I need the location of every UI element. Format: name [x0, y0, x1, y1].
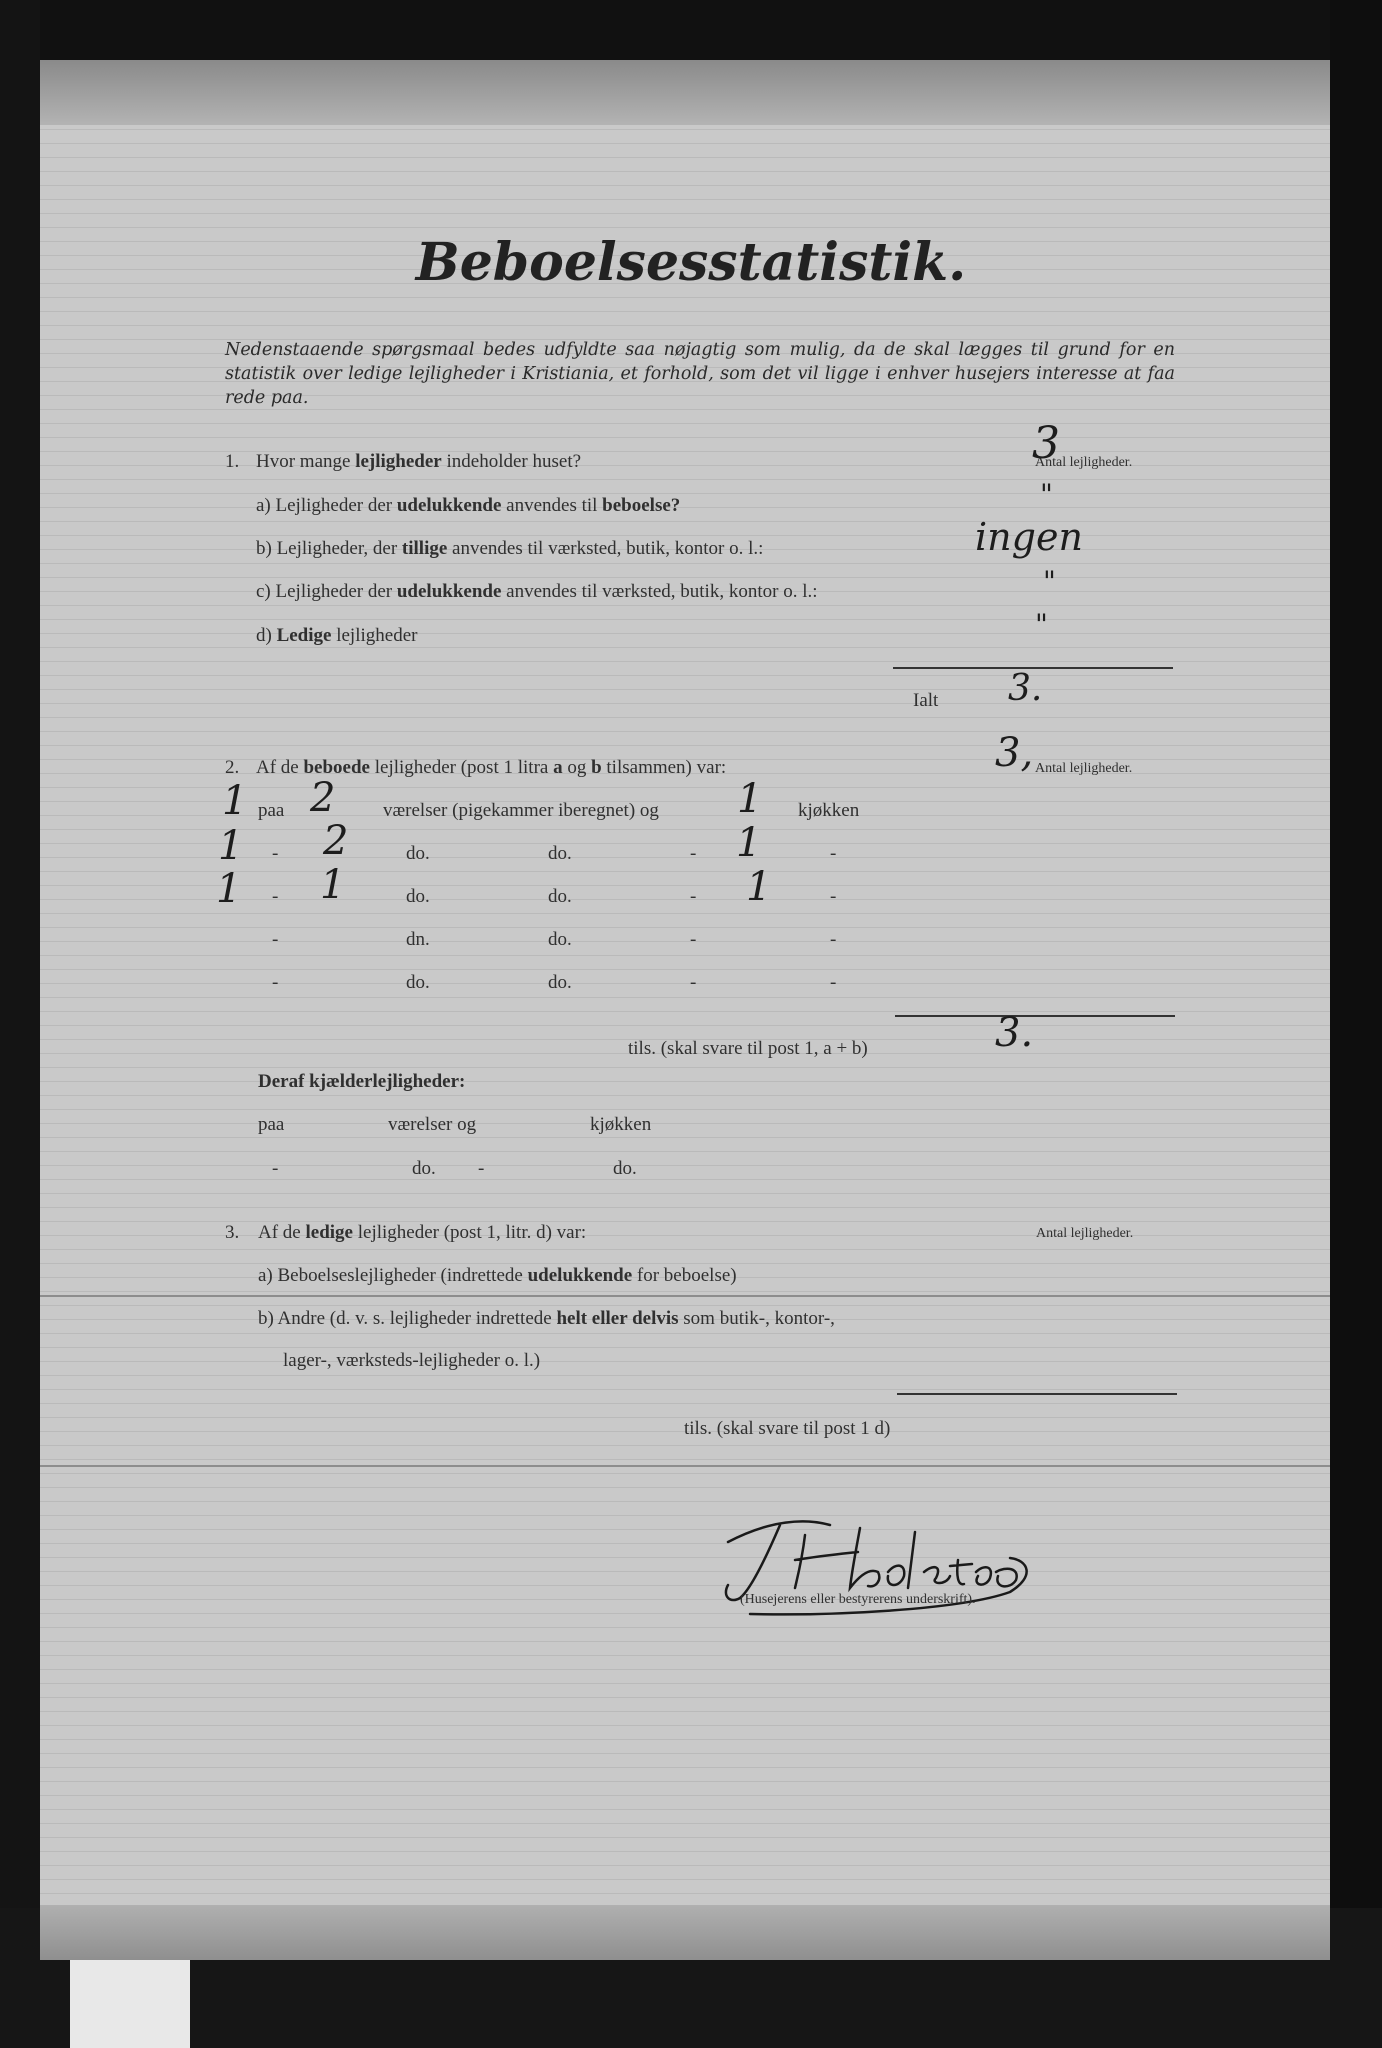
row-1-count: 1 [222, 778, 248, 824]
cellar-dash: - [272, 1158, 279, 1179]
row-5-dash3: - [830, 972, 837, 993]
row-3-dash3: - [830, 886, 837, 907]
q2-tils-label: tils. (skal svare til post 1, a + b) [628, 1038, 868, 1059]
q1c-answer: " [1043, 565, 1056, 598]
film-frame-right [1330, 0, 1382, 2048]
q1-answer: 3 [1032, 418, 1060, 469]
q2-vaerelser-label: værelser (pigekammer iberegnet) og [383, 800, 659, 821]
divider [40, 1295, 1330, 1297]
tils-rule [895, 1015, 1175, 1017]
film-frame-top [0, 0, 1382, 60]
q1b-text: b) Lejligheder, der tillige anvendes til værksted, butik, kontor o. l.: [256, 538, 764, 559]
q1-total-label: Ialt [913, 690, 939, 711]
bottom-band [40, 1905, 1330, 1960]
cellar-kjokken-label: kjøkken [590, 1114, 652, 1135]
cellar-do2: do. [613, 1158, 637, 1179]
cellar-dash2: - [478, 1158, 485, 1179]
row-3-count: 1 [216, 866, 242, 912]
row-2-count: 1 [218, 823, 244, 869]
row-3-dash: - [272, 886, 279, 907]
q3-tils-rule [897, 1393, 1177, 1395]
row-5-do2: do. [548, 972, 572, 993]
q1a-text: a) Lejligheder der udelukkende anvendes til beboelse? [256, 495, 681, 516]
divider [40, 1465, 1330, 1467]
row-2-dash: - [272, 843, 279, 864]
q3a-text: a) Beboelseslejligheder (indrettede udelukkende for beboelse) [258, 1265, 737, 1286]
row-5-dash: - [272, 972, 279, 993]
q1c-text: c) Lejligheder der udelukkende anvendes til værksted, butik, kontor o. l.: [256, 581, 818, 602]
row-3-dash2: - [690, 886, 697, 907]
row-5-do1: do. [406, 972, 430, 993]
row-5-dash2: - [690, 972, 697, 993]
row-3-do1: do. [406, 886, 430, 907]
q2-answer: 3, [995, 730, 1034, 776]
top-band [40, 60, 1330, 125]
row-2-dash2: - [690, 843, 697, 864]
row-2-kitchens: 1 [736, 820, 762, 866]
cellar-paa-label: paa [258, 1114, 285, 1135]
row-2-rooms: 2 [323, 818, 349, 864]
row-3-do2: do. [548, 886, 572, 907]
row-1-rooms: 2 [310, 775, 336, 821]
cellar-do1: do. [412, 1158, 436, 1179]
q2-kjokken-label: kjøkken [798, 800, 860, 821]
intro-text: Nedenstaaende spørgsmaal bedes udfyldte saa nøjagtig som mulig, da de skal lægges til grund for en statistik over ledige lejligheder i Kristiania, et forhold, som det vil ligge i enhver husejers interesse at faa rede paa. [225, 340, 1175, 408]
film-frame-left [0, 0, 40, 2048]
q2-number: 2. [225, 757, 240, 778]
row-4-do2: do. [548, 929, 572, 950]
q1d-answer: " [1035, 608, 1048, 641]
q3-tils-label: tils. (skal svare til post 1 d) [684, 1418, 891, 1439]
q2-unit-label: Antal lejligheder. [1035, 761, 1133, 776]
signature-caption: (Husejerens eller bestyrerens underskrift). [740, 1592, 976, 1607]
q3-question: Af de ledige lejligheder (post 1, litr. d) var: [258, 1222, 587, 1243]
q1d-text: d) Ledige lejligheder [256, 625, 418, 646]
q3b-text-line2: lager-, værksteds-lejligheder o. l.) [283, 1350, 541, 1371]
row-2-do1: do. [406, 843, 430, 864]
row-2-dash3: - [830, 843, 837, 864]
q3b-text: b) Andre (d. v. s. lejligheder indrettede helt eller delvis som butik-, kontor-, [258, 1308, 835, 1329]
q2-paa-label: paa [258, 800, 285, 821]
row-4-do1: dn. [406, 929, 430, 950]
q3-number: 3. [225, 1222, 240, 1243]
row-1-kitchens: 1 [737, 776, 763, 822]
q3-unit-label: Antal lejligheder. [1036, 1226, 1134, 1241]
q2-tils: 3. [995, 1010, 1034, 1056]
q1-total: 3. [1008, 668, 1043, 709]
q1-number: 1. [225, 451, 240, 472]
q1-question: Hvor mange lejligheder indeholder huset? [256, 451, 582, 472]
q1-unit-label: Antal lejligheder. [1035, 455, 1133, 470]
cellar-vaerelser-label: værelser og [388, 1114, 477, 1135]
row-4-dash2: - [690, 929, 697, 950]
form-title: Beboelsesstatistik. [415, 232, 967, 293]
q2-question: Af de beboede lejligheder (post 1 litra a og b tilsammen) var: [256, 757, 727, 778]
row-3-kitchens: 1 [746, 864, 772, 910]
row-3-rooms: 1 [320, 862, 346, 908]
row-4-dash3: - [830, 929, 837, 950]
q1a-answer: " [1040, 478, 1053, 511]
q1b-answer: ingen [975, 515, 1083, 559]
row-4-dash: - [272, 929, 279, 950]
cellar-label: Deraf kjælderlejligheder: [258, 1071, 466, 1092]
row-2-do2: do. [548, 843, 572, 864]
